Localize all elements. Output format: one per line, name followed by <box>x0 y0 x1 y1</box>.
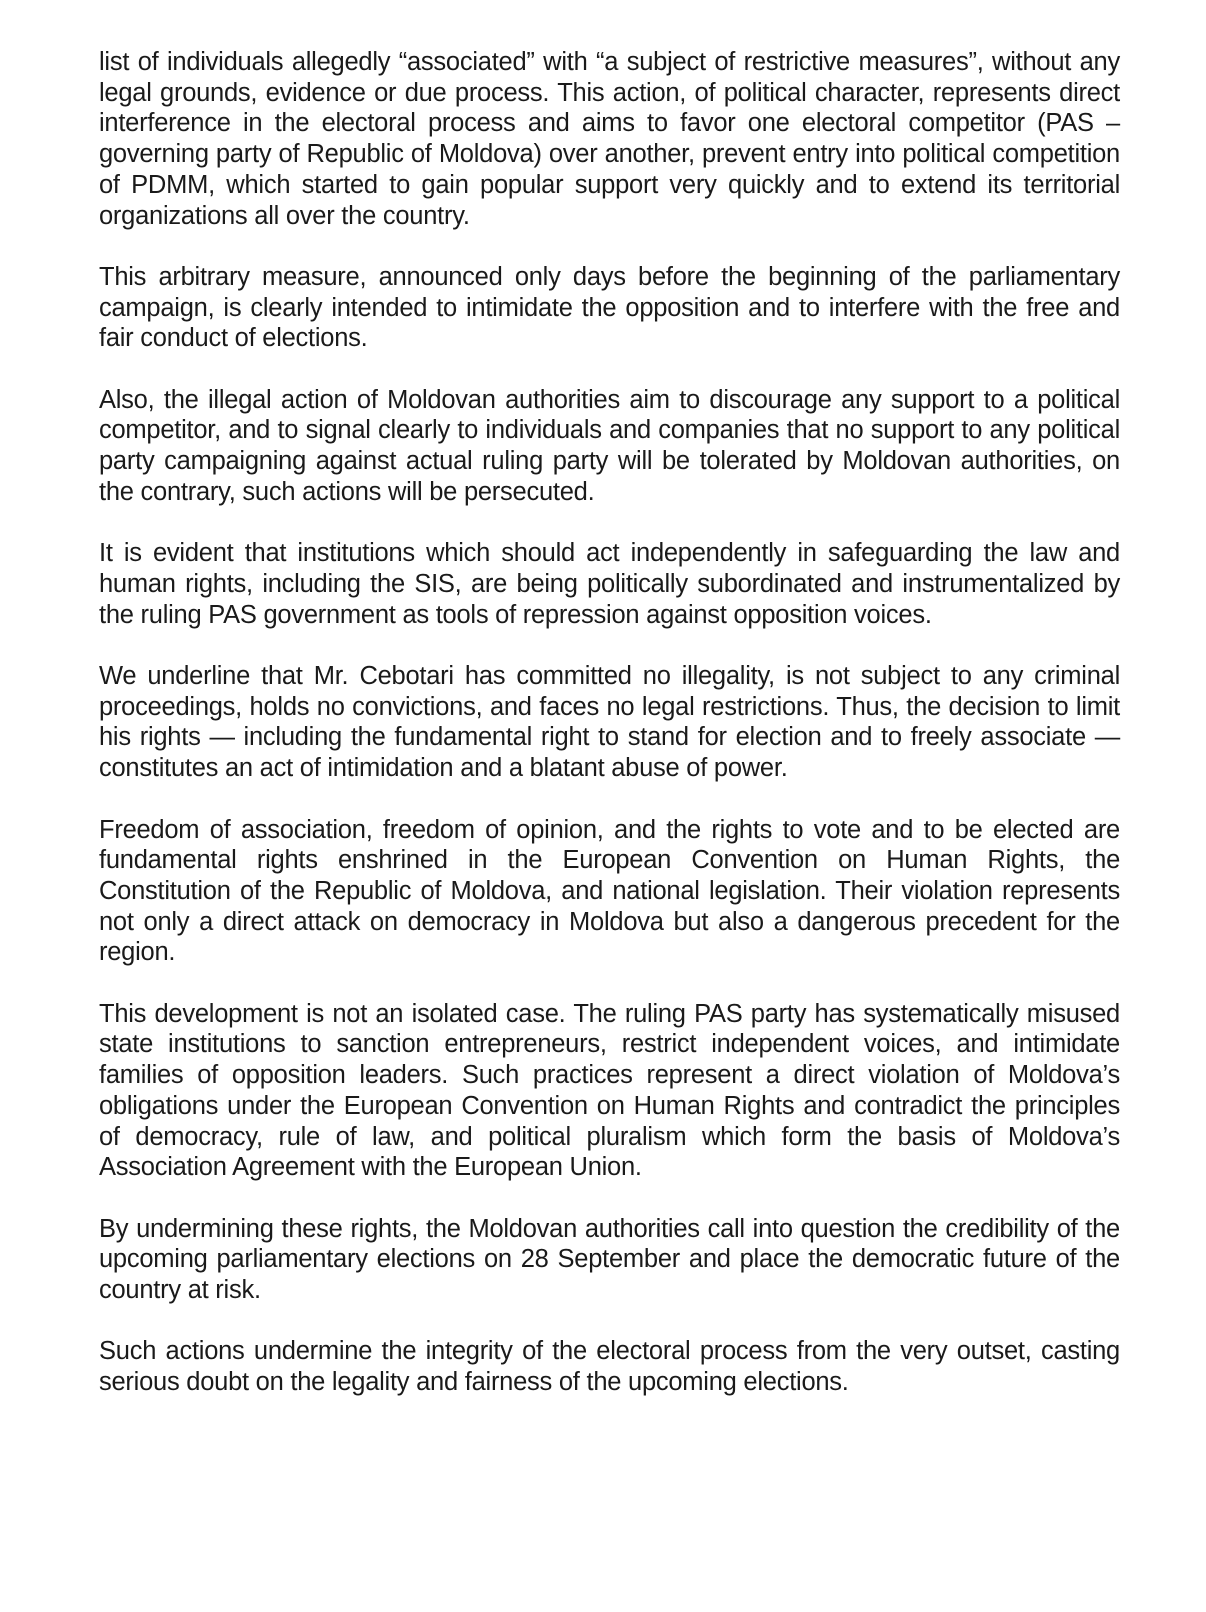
document-page <box>99 47 1120 1429</box>
paragraph-illegal-action: Also, the illegal action of Moldovan authorities aim to discourage any support to a political competitor, and to signal clearly to individuals and companies that no support to any political party campaigning against actual ruling party will be tolerated by Moldovan authorities, on the contrary, such actions will be persecuted. <box>99 385 1120 506</box>
paragraph-institutions-subordinated: It is evident that institutions which should act independently in safeguarding the law and human rights, including the SIS, are being politically subordinated and instrumentalized by the ruling PAS government as tools of repression against opposition voices. <box>99 539 1120 629</box>
paragraph-not-isolated-case: This development is not an isolated case. The ruling PAS party has systematically misused state institutions to sanction entrepreneurs, restrict independent voices, and intimidate families of opposition leaders. Such practices represent a direct violation of Moldova’s obligations under the European Convention on Human Rights and contradict the principles of democracy, rule of law, and political pluralism which form the basis of Moldova’s Association Agreement with the European Union. <box>99 999 1120 1182</box>
paragraph-electoral-integrity: Such actions undermine the integrity of the electoral process from the very outset, casting serious doubt on the legality and fairness of the upcoming elections. <box>99 1337 1120 1397</box>
paragraph-election-credibility: By undermining these rights, the Moldovan authorities call into question the credibility of the upcoming parliamentary elections on 28 September and place the democratic future of the country at risk. <box>99 1214 1120 1305</box>
paragraph-restrictive-measures-list: list of individuals allegedly “associated” with “a subject of restrictive measures”, without any legal grounds, evidence or due process. This action, of political character, represents direct interference in the electoral process and aims to favor one electoral competitor (PAS – governing party of Republic of Moldova) over another, prevent entry into political competition of PDMM, which started to gain popular support very quickly and to extend its territorial organizations all over the country. <box>99 48 1120 230</box>
paragraph-cebotari-no-illegality: We underline that Mr. Cebotari has committed no illegality, is not subject to any criminal proceedings, holds no convictions, and faces no legal restrictions. Thus, the decision to limit his rights — including the fundamental right to stand for election and to freely associate — constitutes an act of intimidation and a blatant abuse of power. <box>99 662 1120 783</box>
paragraph-arbitrary-measure: This arbitrary measure, announced only days before the beginning of the parliamentary campaign, is clearly intended to intimidate the opposition and to interfere with the free and fair conduct of elections. <box>99 262 1120 353</box>
paragraph-fundamental-rights: Freedom of association, freedom of opinion, and the rights to vote and to be elected are fundamental rights enshrined in the European Convention on Human Rights, the Constitution of the Republic of Moldova, and national legislation. Their violation represents not only a direct attack on democracy in Moldova but also a dangerous precedent for the region. <box>99 815 1120 967</box>
